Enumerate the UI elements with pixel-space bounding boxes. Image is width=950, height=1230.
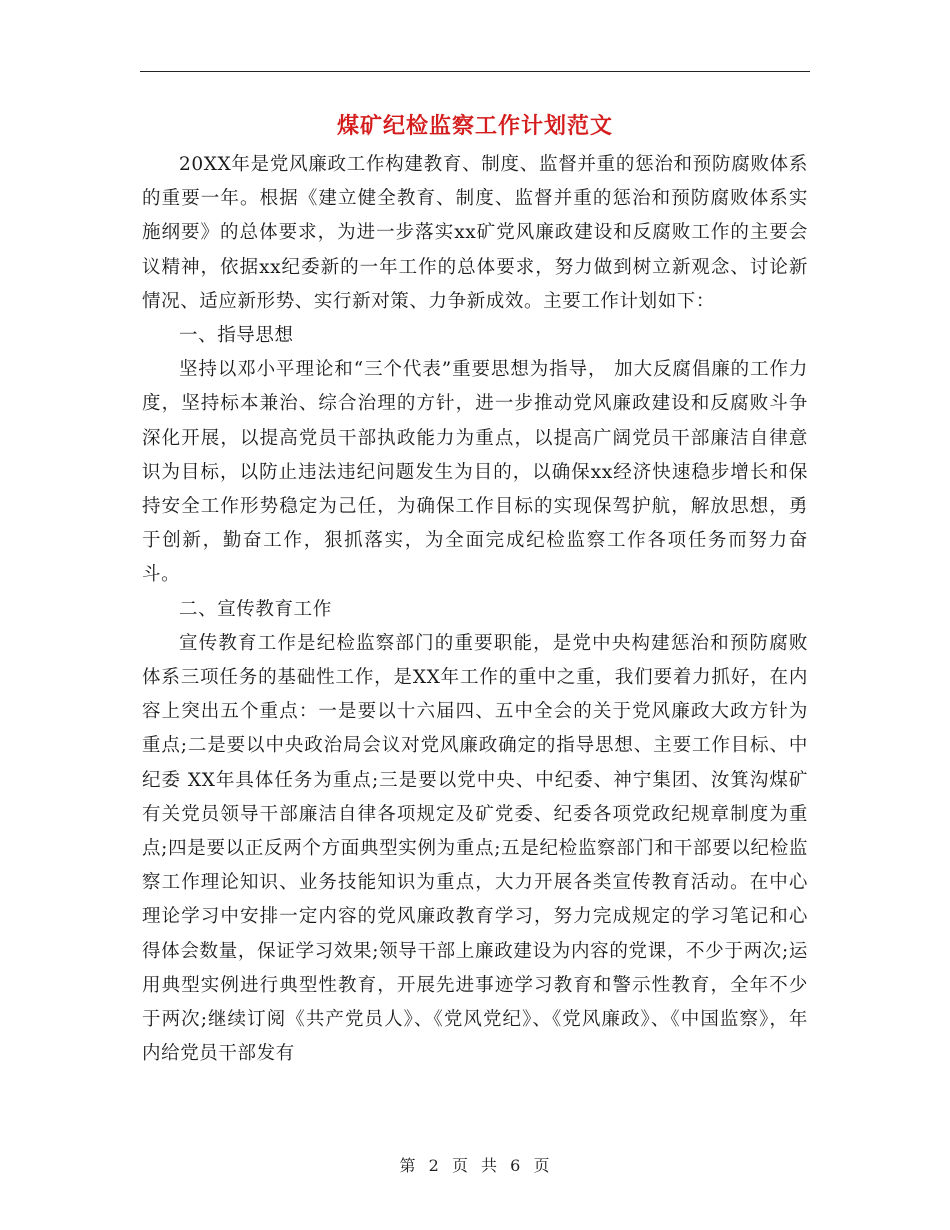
- section-paragraph-publicity-education: 宣传教育工作是纪检监察部门的重要职能，是党中央构建惩治和预防腐败体系三项任务的基础性工作，是XX年工作的重中之重，我们要着力抓好，在内容上突出五个重点：一是要以十六届四、五中全会的关于党风廉政大政方针为重点;二是要以中央政治局会议对党风廉政确定的指导思想、主要工作目标、中纪委 XX年具体任务为重点;三是要以党中央、中纪委、神宁集团、汝箕沟煤矿有关党员领导干部廉洁自律各项规定及矿党委、纪委各项党政纪规章制度为重点;四是要以正反两个方面典型实例为重点;五是纪检监察部门和干部要以纪检监察工作理论知识、业务技能知识为重点，大力开展各类宣传教育活动。在中心理论学习中安排一定内容的党风廉政教育学习，努力完成规定的学习笔记和心得体会数量，保证学习效果;领导干部上廉政建设为内容的党课，不少于两次;运用典型实例进行典型性教育，开展先进事迹学习教育和警示性教育，全年不少于两次;继续订阅《共产党员人》、《党风党纪》、《党风廉政》、《中国监察》，年内给党员干部发有: [142, 632, 808, 1065]
- footer-page-unit: 页: [451, 1156, 469, 1175]
- header-rule: [140, 71, 810, 72]
- document-title: 煤矿纪检监察工作计划范文: [336, 113, 613, 139]
- footer-prefix: 第: [399, 1156, 417, 1175]
- section-heading-publicity-education: 二、宣传教育工作: [179, 598, 332, 620]
- footer-total-prefix: 共: [481, 1156, 499, 1175]
- page-footer: [0, 1153, 950, 1176]
- section-paragraph-guiding-thought: 坚持以邓小平理论和“三个代表”重要思想为指导， 加大反腐倡廉的工作力度，坚持标本兼治、综合治理的方针，进一步推动党风廉政建设和反腐败斗争深化开展，以提高党员干部执政能力为重点，以提高广阔党员干部廉洁自律意识为目标，以防止违法违纪问题发生为目的，以确保xx经济快速稳步增长和保持安全工作形势稳定为己任，为确保工作目标的实现保驾护航，解放思想，勇于创新，勤奋工作，狠抓落实，为全面完成纪检监察工作各项任务而努力奋斗。: [142, 359, 808, 586]
- section-heading-guiding-thought: 一、指导思想: [179, 325, 294, 347]
- footer-current-page: 2: [428, 1156, 440, 1175]
- intro-paragraph: 20XX年是党风廉政工作构建教育、制度、监督并重的惩治和预防腐败体系的重要一年。根据《建立健全教育、制度、监督并重的惩治和预防腐败体系实施纲要》的总体要求，为进一步落实xx矿党风廉政建设和反腐败工作的主要会议精神，依据xx纪委新的一年工作的总体要求，努力做到树立新观念、讨论新情况、适应新形势、实行新对策、力争新成效。主要工作计划如下：: [142, 154, 808, 312]
- footer-total-unit: 页: [533, 1156, 551, 1175]
- footer-total-pages: 6: [510, 1156, 522, 1175]
- document-body: [142, 148, 808, 1071]
